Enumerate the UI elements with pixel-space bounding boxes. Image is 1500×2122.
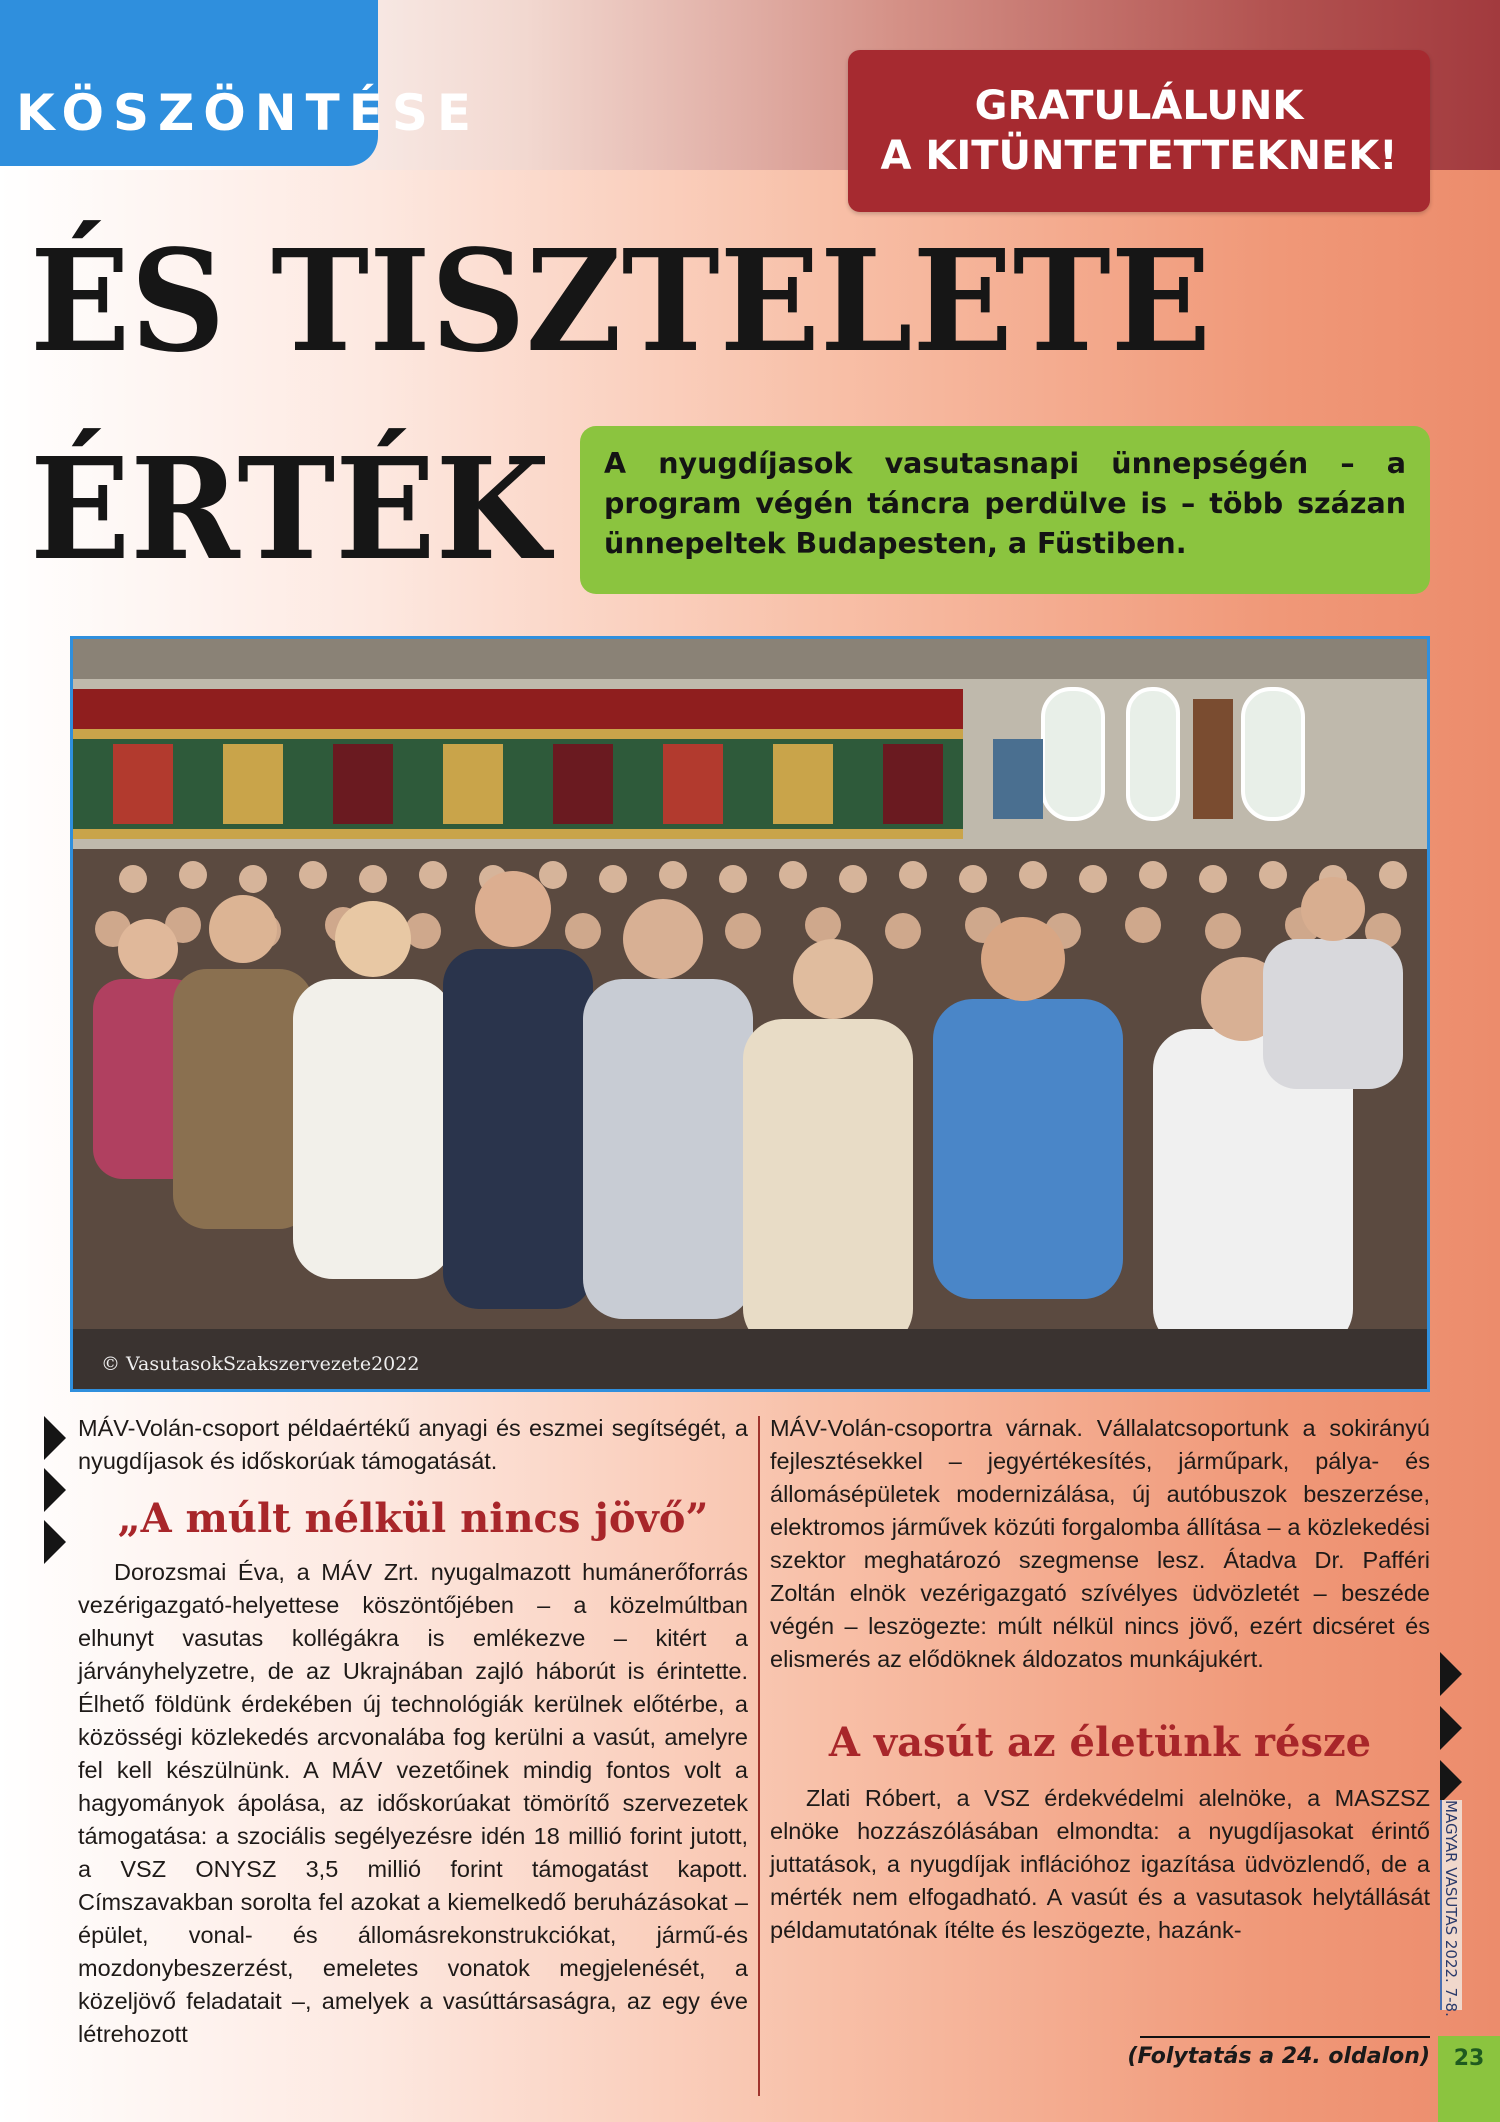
page-number: 23 xyxy=(1438,2036,1500,2122)
congratulations-banner xyxy=(848,50,1430,212)
column-divider xyxy=(758,1416,760,2096)
subhead-left: „A múlt nélkül nincs jövő” xyxy=(117,1495,709,1542)
left-body-text: Dorozsmai Éva, a MÁV Zrt. nyugalmazott humánerőforrás vezérigazgató-helyettese köszöntőjében – a közelmúltban elhunyt vasutas kollégákra is emlékezve – kitért a járványhelyzetre, de az Ukrajnában zajló háborút is érintette. Élhető földünk érdekében új technológiák kerülnek előtérbe, a közösségi közlekedés arcvonalába fog kerülni a vasút, amelyre fel kell készülnünk. A MÁV vezetőinek mindig fontos volt a hagyományok ápolása, az időskorúakat tömörítő szervezetek támogatása: a szociális segélyezésre idén 18 millió forint jutott, a VSZ ONYSZ 3,5 millió forint támogatást kapott. Címszavakban sorolta fel azokat a kiemelkedő beruházásokat – épület, vonal- és állomásrekonstrukciókat, jármű-és mozdonybeszerzést, emeletes vonatok megjelenését, a közeljövő feladatait –, amelyek a vasúttársaságra, az egy éve létrehozott xyxy=(78,1559,748,2047)
audience-illustration xyxy=(73,639,1430,1392)
continued-rule xyxy=(1140,2036,1430,2038)
bullet-marker xyxy=(1440,1652,1462,1696)
continued-note: (Folytatás a 24. oldalon) xyxy=(1127,2044,1430,2069)
right-body-text-2: Zlati Róbert, a VSZ érdekvédelmi alelnöke, a MASZSZ elnöke hozzászólásában elmondta: a nyugdíjasokat érintő juttatások, a nyugdíjak inflációhoz igazítása üdvözlendő, de a mérték nem elfogadható. A vasút és a vasutasok helytállását példamutatónak ítélte és leszögezte, hazánk- xyxy=(770,1785,1430,1943)
bullet-marker xyxy=(1440,1706,1462,1750)
congrats-line-1: GRATULÁLUNK xyxy=(974,83,1304,129)
right-body-text-1: MÁV-Volán-csoportra várnak. Vállalatcsoportunk a sokirányú fejlesztésekkel – jegyértékesítés, járműpark, pálya- és állomásépületek modernizálása, új autóbuszok beszerzése, elektromos járművek közúti forgalomba állítása – a közlekedési szektor meghatározó szegmense lesz. Átadva Dr. Pafféri Zoltán elnök vezérigazgató szívélyes üdvözletét – beszéde végén – leszögezte: múlt nélkül nincs jövő, ezért dicséret és elismerés az elődöknek áldozatos munkájukért. xyxy=(770,1415,1430,1672)
spine-text: MAGYAR VASUTAS 2022. 7-8. xyxy=(1442,1800,1460,2017)
left-intro-text: MÁV-Volán-csoport példaértékű anyagi és eszmei segítségét, a nyugdíjasok és időskorúak támogatását. xyxy=(78,1415,748,1474)
right-column xyxy=(770,1412,1430,1947)
lead-box: A nyugdíjasok vasutasnapi ünnepségén – a program végén táncra perdülve is – több százan ünnepeltek Budapesten, a Füstiben. xyxy=(580,426,1430,594)
bullet-marker xyxy=(44,1416,66,1460)
section-tab xyxy=(0,0,481,166)
bullet-marker xyxy=(44,1520,66,1564)
headline-line-2: ÉRTÉK xyxy=(30,428,550,592)
event-photo xyxy=(70,636,1430,1392)
left-column xyxy=(78,1412,748,2051)
bullet-marker xyxy=(44,1468,66,1512)
bullet-marker xyxy=(1440,1760,1462,1804)
headline-line-1: ÉS TISZTELETE xyxy=(30,220,1212,384)
congrats-line-2: A KITÜNTETETTEKNEK! xyxy=(880,133,1398,179)
subhead-right: A vasút az életünk része xyxy=(828,1719,1372,1766)
photo-credit: © VasutasokSzakszervezete2022 xyxy=(101,1353,420,1375)
magazine-spine xyxy=(1440,1800,1462,2017)
section-label: KÖSZÖNTÉSE xyxy=(16,84,481,142)
